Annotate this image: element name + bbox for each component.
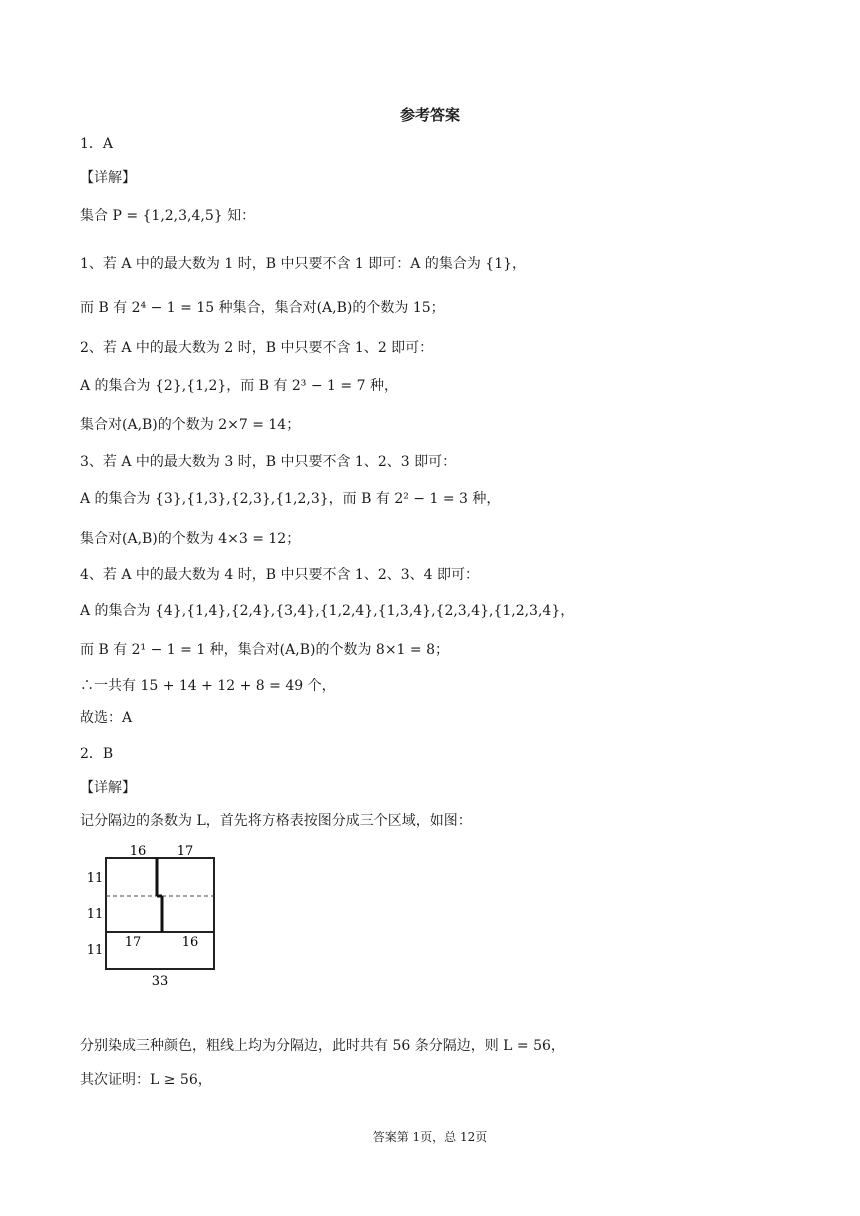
bottom-label: 33 bbox=[151, 974, 169, 989]
text-line: A 的集合为 {4},{1,4},{2,4},{3,4},{1,2,4},{1,3,4},{2,3,4},{1,2,3,4}， bbox=[80, 603, 575, 619]
left-label: 11 bbox=[86, 943, 104, 958]
inner-label: 17 bbox=[124, 935, 142, 950]
text-line: 分别染成三种颜色，粗线上均为分隔边，此时共有 56 条分隔边，则 L = 56， bbox=[80, 1038, 565, 1054]
top-label: 16 bbox=[129, 844, 147, 859]
text-line: 1、若 A 中的最大数为 1 时，B 中只要不含 1 即可：A 的集合为 {1}， bbox=[80, 256, 527, 272]
page-title: 参考答案 bbox=[399, 106, 460, 124]
text-line: 记分隔边的条数为 L，首先将方格表按图分成三个区域，如图： bbox=[80, 813, 472, 829]
text-line: 集合对(A,B)的个数为 2×7 = 14； bbox=[80, 417, 301, 433]
text-line: A 的集合为 {2},{1,2}，而 B 有 2³ − 1 = 7 种， bbox=[80, 378, 398, 394]
text-line: 4、若 A 中的最大数为 4 时，B 中只要不含 1、2、3、4 即可： bbox=[80, 567, 479, 583]
answer-2-heading: 2．B bbox=[80, 746, 114, 762]
left-label: 11 bbox=[86, 871, 104, 886]
detail-heading-2: 【详解】 bbox=[80, 780, 136, 796]
text-line: 而 B 有 2¹ − 1 = 1 种，集合对(A,B)的个数为 8×1 = 8； bbox=[80, 642, 449, 658]
left-label: 11 bbox=[86, 907, 104, 922]
text-line: ∴一共有 15 + 14 + 12 + 8 = 49 个， bbox=[80, 678, 336, 694]
detail-heading-1: 【详解】 bbox=[80, 170, 136, 186]
text-line: 3、若 A 中的最大数为 3 时，B 中只要不含 1、2、3 即可： bbox=[80, 454, 457, 470]
text-line: 集合对(A,B)的个数为 4×3 = 12； bbox=[80, 531, 301, 547]
text-line: 而 B 有 2⁴ − 1 = 15 种集合，集合对(A,B)的个数为 15； bbox=[80, 300, 445, 316]
page-footer: 答案第 1页，总 12页 bbox=[372, 1130, 488, 1144]
top-label: 17 bbox=[176, 844, 194, 859]
answer-1-heading: 1．A bbox=[80, 136, 114, 152]
text-line: 故选：A bbox=[80, 710, 133, 726]
text-line: A 的集合为 {3},{1,3},{2,3},{1,2,3}，而 B 有 2² − 1 = 3 种， bbox=[80, 491, 501, 507]
text-line: 集合 P = {1,2,3,4,5} 知： bbox=[80, 208, 256, 224]
inner-label: 16 bbox=[181, 935, 199, 950]
grid-partition-figure bbox=[80, 836, 230, 1000]
text-line: 2、若 A 中的最大数为 2 时，B 中只要不含 1、2 即可： bbox=[80, 340, 434, 356]
text-line: 其次证明：L ≥ 56， bbox=[80, 1072, 212, 1088]
